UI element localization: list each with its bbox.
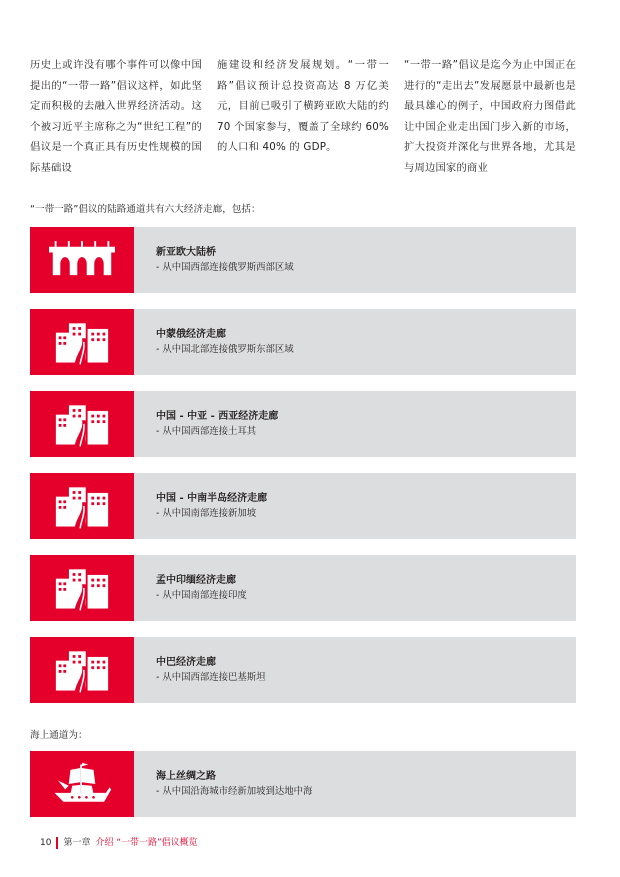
corridor-item xyxy=(30,555,576,621)
corridor-name: 中国 - 中亚 - 西亚经济走廊 xyxy=(156,411,279,422)
corridor-icon-box xyxy=(30,637,134,703)
ship-icon xyxy=(51,762,113,806)
corridor-info xyxy=(134,751,312,817)
bridge-icon xyxy=(49,241,115,279)
page-number: 10 xyxy=(40,838,52,848)
corridor-name: 新亚欧大陆桥 xyxy=(156,247,216,258)
corridor-description: - 从中国北部连接俄罗斯东部区域 xyxy=(156,344,294,355)
corridor-description: - 从中国西部连接土耳其 xyxy=(156,426,257,437)
intro-text-columns xyxy=(30,55,576,178)
sea-corridor-list xyxy=(30,751,576,833)
city-road-icon xyxy=(54,319,110,365)
intro-column-1: 历史上或许没有哪个事件可以像中国提出的“一带一路”倡议这样，如此坚定而积极的去融入世界经济活动。这个被习近平主席称之为“世纪工程”的倡议是一个真正具有历史性规模的国际基础设 xyxy=(30,59,202,174)
corridor-info xyxy=(134,637,266,703)
footer-chapter: 第一章 xyxy=(63,838,91,848)
sea-section-label: 海上通道为： xyxy=(30,730,88,741)
corridor-description: - 从中国南部连接印度 xyxy=(156,590,247,601)
corridor-icon-box xyxy=(30,309,134,375)
corridor-description: - 从中国西部连接巴基斯坦 xyxy=(156,672,266,683)
city-road-icon xyxy=(54,565,110,611)
corridor-name: 中巴经济走廊 xyxy=(156,657,216,668)
corridor-name: 中国 - 中南半岛经济走廊 xyxy=(156,493,268,504)
city-road-icon xyxy=(54,401,110,447)
corridor-icon-box xyxy=(30,751,134,817)
page-footer xyxy=(40,837,198,849)
corridor-info xyxy=(134,309,294,375)
corridor-item xyxy=(30,227,576,293)
corridor-name: 孟中印缅经济走廊 xyxy=(156,575,236,586)
corridor-item xyxy=(30,637,576,703)
corridor-item xyxy=(30,391,576,457)
corridor-description: - 从中国西部连接俄罗斯西部区域 xyxy=(156,262,294,273)
corridor-name: 海上丝绸之路 xyxy=(156,771,216,782)
corridor-info xyxy=(134,555,247,621)
corridor-icon-box xyxy=(30,391,134,457)
intro-column-3: “一带一路”倡议是迄今为止中国正在进行的“走出去”发展愿景中最新也是最具雄心的例子，中国政府力图借此让中国企业走出国门步入新的市场，扩大投资并深化与世界各地，尤其是与周边国家的商业 xyxy=(404,59,576,174)
footer-divider xyxy=(56,837,58,849)
land-corridor-list xyxy=(30,227,576,719)
corridor-icon-box xyxy=(30,555,134,621)
corridor-icon-box xyxy=(30,473,134,539)
land-section-label: “一带一路”倡议的陆路通道共有六大经济走廊，包括： xyxy=(30,204,261,215)
corridor-info xyxy=(134,227,294,293)
corridor-info xyxy=(134,473,267,539)
corridor-item xyxy=(30,473,576,539)
city-road-icon xyxy=(54,647,110,693)
footer-title: 介绍 “一带一路”倡议概览 xyxy=(95,838,198,848)
intro-column-2: 施建设和经济发展规划。“一带一路”倡议预计总投资高达 8 万亿美元，目前已吸引了横跨亚欧大陆的约 70 个国家参与，覆盖了全球约 60% 的人口和 40% 的 GDP。 xyxy=(217,59,389,153)
corridor-icon-box xyxy=(30,227,134,293)
corridor-info xyxy=(134,391,278,457)
corridor-name: 中蒙俄经济走廊 xyxy=(156,329,226,340)
city-road-icon xyxy=(54,483,110,529)
corridor-description: - 从中国南部连接新加坡 xyxy=(156,508,257,519)
corridor-item xyxy=(30,751,576,817)
corridor-item xyxy=(30,309,576,375)
corridor-description: - 从中国沿海城市经新加坡到达地中海 xyxy=(156,786,313,797)
